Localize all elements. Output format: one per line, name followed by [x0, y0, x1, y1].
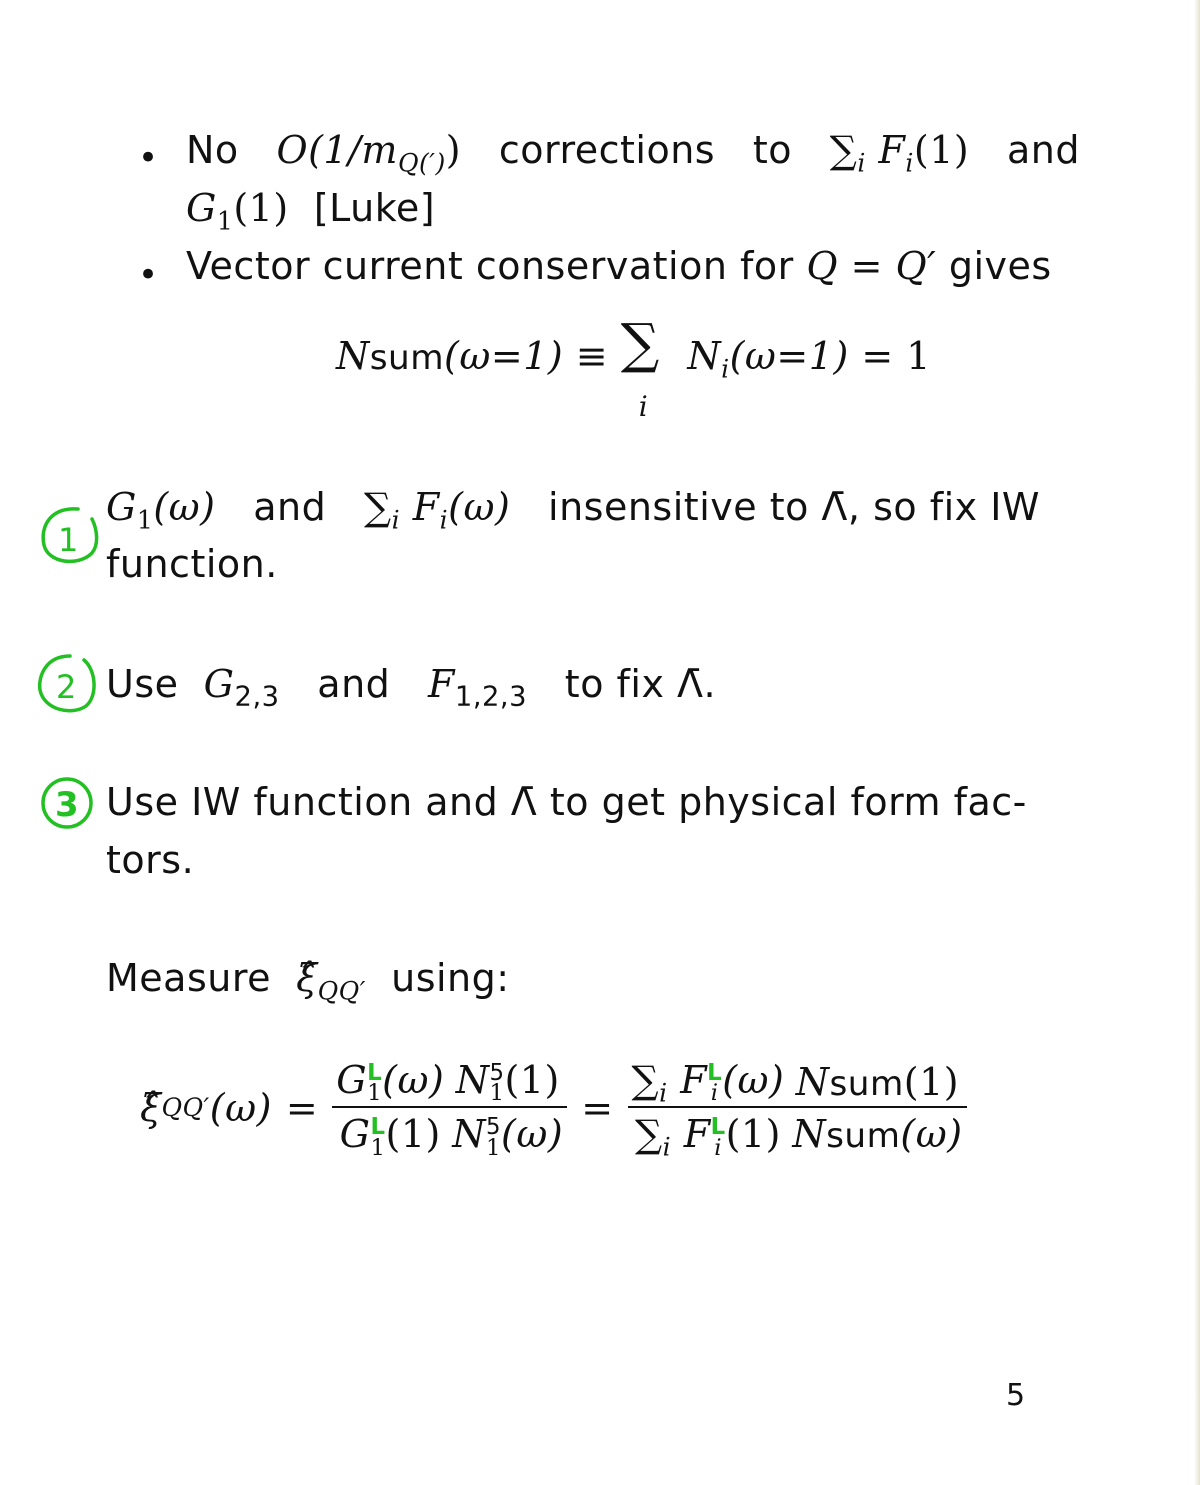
- measure-text: Measure: [106, 956, 271, 1000]
- measure-symbol-sub: QQ′: [317, 976, 366, 1006]
- xi-f3-den-sup: L: [710, 1113, 726, 1140]
- nsum-lhs-arg: (ω=1): [444, 334, 564, 378]
- bullet-1-math-a-close: ): [445, 128, 462, 172]
- xi-f4-den: [788, 1108, 966, 1156]
- bullet-1-math-b: F: [878, 128, 906, 172]
- xi-f2-den-sub: 1: [486, 1134, 502, 1161]
- bullet-1-line-1: [186, 128, 1080, 178]
- step-1-math-g-sub: 1: [136, 505, 154, 535]
- xi-f1-den-sup: L: [370, 1113, 386, 1140]
- step-1-sum: ∑: [363, 485, 392, 529]
- bullet-2-text: Vector current conservation for: [186, 244, 794, 288]
- bullet-1-label-c: to: [752, 128, 792, 172]
- step-3-number: 3: [55, 785, 79, 825]
- step-2-and: and: [317, 662, 391, 706]
- step-1-line-2: function.: [106, 542, 278, 586]
- xi-f2-den-n: N: [452, 1112, 487, 1156]
- xi-f2-num-sup: 5: [489, 1059, 505, 1086]
- step-2-circle-icon: [36, 652, 100, 718]
- step-1-line-1: [106, 485, 1040, 535]
- nsum-equals: = 1: [861, 334, 931, 378]
- step-1-math-f-sub: i: [439, 505, 449, 535]
- xi-f3-num-sum: ∑: [631, 1057, 660, 1102]
- xi-f2-den-sup: 5: [486, 1113, 502, 1140]
- bullet-1-line2-math: G: [186, 186, 217, 230]
- measure-text-end: using:: [391, 956, 510, 1000]
- equation-xi: ξ̂ QQ′ (ω) = G L 1 (ω) G L 1 (1) N 5 1 (1) N 5 1 (ω) = $\sum_i$ F L i (ω) $\sum_i$ F L i (1) $\frac{\text{Nsum(1)}}{\text{Nsum(ω)}}$: [140, 1048, 967, 1168]
- xi-eq-2: =: [581, 1086, 614, 1130]
- xi-f3-num-f: F: [680, 1057, 708, 1102]
- nsum-sum-block: [620, 312, 675, 423]
- xi-f4-den-arg: (ω): [900, 1112, 963, 1156]
- bullet-1-line2-ref: [Luke]: [313, 186, 436, 230]
- xi-f2-den-arg: (ω): [501, 1112, 564, 1156]
- xi-lhs-arg: (ω): [209, 1086, 272, 1130]
- step-1-circle-icon: [38, 505, 102, 567]
- xi-lhs: ξ̂: [140, 1086, 162, 1130]
- page-edge: [1194, 0, 1200, 1485]
- measure-line: [106, 956, 510, 1006]
- nsum-rhs-sub: i: [721, 354, 730, 384]
- step-2-math-g-sub: 2,3: [234, 681, 280, 713]
- xi-fraction-3: [628, 1057, 789, 1162]
- bullet-1-math-a-sub: Q(′): [397, 148, 446, 178]
- page-number: 5: [1006, 1378, 1026, 1413]
- bullet-2-line: [186, 244, 1052, 288]
- xi-f1-den-g: G: [339, 1112, 371, 1156]
- xi-f2-num-sub: 1: [489, 1080, 505, 1107]
- xi-fraction-1: [332, 1057, 448, 1161]
- xi-fraction-2: [448, 1057, 567, 1161]
- xi-f3-num-sub: i: [710, 1080, 719, 1107]
- xi-f2-num-arg: (1): [504, 1057, 560, 1102]
- xi-f1-den-arg: (1): [385, 1112, 441, 1156]
- bullet-1-sum-sub: i: [857, 148, 866, 178]
- xi-f1-num: [332, 1058, 448, 1108]
- xi-f1-num-g: G: [336, 1057, 368, 1102]
- measure-symbol: ξ̂: [296, 956, 318, 1000]
- xi-f3-num: [628, 1058, 789, 1108]
- step-2-use: Use: [106, 662, 179, 706]
- step-1-number: 1: [58, 521, 79, 559]
- xi-f2-num-scripts: [489, 1059, 505, 1107]
- xi-f3-den-scripts: [710, 1113, 726, 1161]
- step-1-sum-sub: i: [391, 505, 401, 535]
- nsum-equiv: ≡: [575, 334, 609, 378]
- equation-nsum: [336, 312, 931, 423]
- step-3-circle-icon: [40, 774, 96, 832]
- bullet-1-label-a: No: [186, 128, 239, 172]
- xi-f4-num-sub: sum: [829, 1064, 904, 1104]
- xi-f2-den-scripts: [486, 1113, 502, 1161]
- xi-eq-1: =: [285, 1086, 319, 1130]
- xi-f3-den-sum-sub: i: [662, 1132, 672, 1162]
- xi-f1-num-sup: L: [367, 1059, 383, 1086]
- bullet-1-line2-sub: 1: [216, 206, 234, 236]
- step-3-line-1: Use IW function and Λ̄ to get physical form fac-: [106, 780, 1027, 824]
- xi-f3-den-sub: i: [714, 1134, 722, 1161]
- xi-f3-num-sup: L: [707, 1059, 723, 1086]
- xi-f3-num-scripts: [707, 1059, 723, 1107]
- bullet-1-math-b-sub: i: [905, 148, 914, 178]
- bullet-1-math-a-main: O(1/m: [276, 128, 398, 172]
- bullet-1-line-2: [186, 186, 436, 236]
- step-3-line-2: tors.: [106, 838, 195, 882]
- xi-f1-num-scripts: [367, 1059, 383, 1107]
- step-2-math-g: G: [203, 662, 235, 706]
- xi-f3-den: [628, 1108, 789, 1162]
- nsum-rhs-arg: (ω=1): [729, 334, 849, 378]
- bullet-1-label-b: corrections: [498, 128, 716, 172]
- step-2-math-f: F: [428, 662, 455, 706]
- nsum-sum-index: i: [638, 390, 649, 423]
- xi-f1-den: [332, 1108, 448, 1161]
- xi-f4-den-sub: sum: [826, 1116, 901, 1156]
- step-2-text-rest: to fix Λ̄.: [564, 662, 717, 706]
- nsum-lhs-sub: sum: [369, 338, 445, 378]
- nsum-rhs-symbol: N: [687, 334, 722, 378]
- bullet-1-sum: ∑: [829, 128, 858, 172]
- xi-f3-den-f: F: [683, 1112, 711, 1156]
- xi-f4-num-arg: (1): [903, 1060, 960, 1104]
- bullet-1-label-d: and: [1007, 128, 1080, 172]
- step-1-math-f: F: [412, 485, 440, 529]
- step-1-text-rest: insensitive to Λ̄, so fix IW: [548, 485, 1040, 529]
- xi-f2-num-n: N: [455, 1057, 490, 1102]
- step-1-math-g-arg: (ω): [153, 485, 216, 529]
- bullet-1-math-b-arg: (1): [913, 128, 970, 172]
- step-2-math-f-sub: 1,2,3: [454, 681, 528, 713]
- bullet-dot-1: •: [138, 138, 159, 178]
- xi-fraction-4: [788, 1060, 966, 1156]
- xi-f3-den-arg: (1): [725, 1112, 781, 1156]
- xi-f1-num-sub: 1: [367, 1080, 383, 1107]
- bullet-2-text-end: gives: [948, 244, 1052, 288]
- xi-f1-den-sub: 1: [370, 1134, 386, 1161]
- xi-f4-num: [788, 1060, 966, 1108]
- xi-f4-num-n: N: [795, 1060, 830, 1104]
- step-1-and: and: [253, 485, 327, 529]
- step-2-line: [106, 662, 717, 713]
- xi-f2-den: [448, 1108, 567, 1161]
- bullet-dot-2: •: [138, 255, 159, 295]
- xi-f2-num: [448, 1058, 567, 1108]
- nsum-lhs-symbol: N: [336, 334, 370, 378]
- bullet-1-line2-arg: (1): [233, 186, 289, 230]
- bullet-2-math: Q = Q′: [806, 244, 937, 288]
- nsum-sum: ∑: [620, 312, 660, 375]
- step-1-math-g: G: [106, 485, 137, 529]
- step-2-number: 2: [56, 668, 77, 706]
- xi-f3-den-sum: ∑: [634, 1112, 663, 1156]
- bullet-1-math-a: [276, 128, 462, 178]
- xi-f1-den-scripts: [370, 1113, 386, 1161]
- step-1-math-f-arg: (ω): [448, 485, 511, 529]
- xi-f3-num-arg: (ω): [722, 1057, 785, 1102]
- xi-f1-num-arg: (ω): [382, 1057, 445, 1102]
- xi-f4-den-n: N: [792, 1112, 827, 1156]
- xi-f3-num-sum-sub: i: [659, 1078, 668, 1108]
